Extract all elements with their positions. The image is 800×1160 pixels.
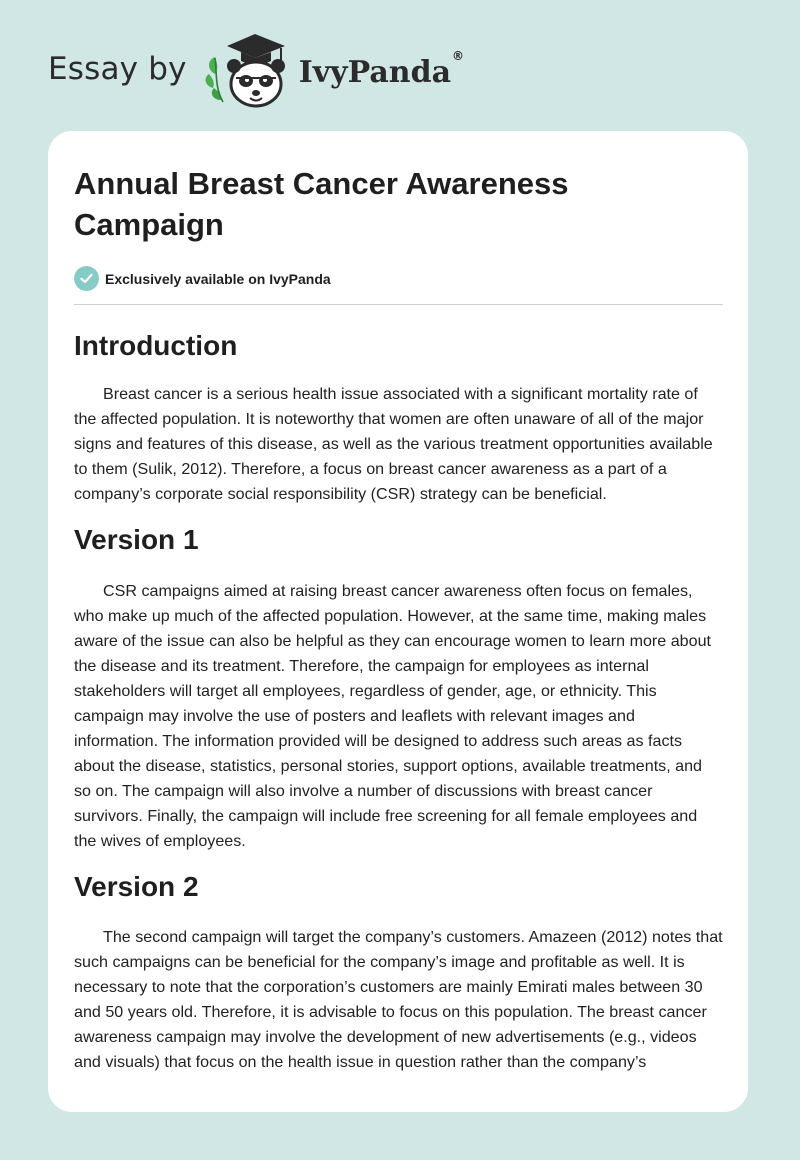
section-version-2: [74, 870, 723, 1075]
section-heading: Version 1: [74, 524, 199, 555]
essay-card: [48, 131, 748, 1112]
check-circle-icon: [74, 266, 99, 291]
section-paragraph: Breast cancer is a serious health issue associated with a significant mortality rate of the affected population. It is noteworthy that women are often unaware of all of the major signs and features of this disease, as well as the various treatment opportunities available to them (Sulik, 2012). Therefore, a focus on breast cancer awareness as a part of a company’s corporate social responsibility (CSR) strategy can be beneficial.: [74, 385, 713, 503]
brand-name[interactable]: [298, 48, 465, 90]
site-header: [48, 30, 464, 110]
essay-title: Annual Breast Cancer Awareness Campaign: [74, 166, 569, 242]
divider: [74, 304, 723, 305]
section-introduction: [74, 329, 723, 507]
section-paragraph: The second campaign will target the company’s customers. Amazeen (2012) notes that such campaigns can be beneficial for the company’s image and profitable as well. It is necessary to note that the corporation’s customers are mainly Emirati males between 30 and 50 years old. Therefore, it is advisable to focus on this population. The breast cancer awareness campaign may involve the development of new advertisements (e.g., videos and visuals) that focus on the health issue in question rather than the company’s: [74, 928, 723, 1071]
brand-text: IvyPanda: [298, 54, 452, 90]
section-heading: Introduction: [74, 330, 238, 361]
exclusive-label: Exclusively available on IvyPanda: [105, 270, 331, 287]
registered-mark: ®: [452, 48, 465, 63]
essay-content: [74, 163, 723, 1075]
exclusive-badge: [74, 266, 723, 291]
section-version-1: [74, 523, 723, 854]
essay-by-label: Essay by: [48, 51, 187, 87]
section-paragraph: CSR campaigns aimed at raising breast cancer awareness often focus on females, who make up much of the affected population. However, at the same time, making males aware of the issue can also be helpful as they can encourage women to learn more about the disease and its treatment. Therefore, the campaign for employees as internal stakeholders will target all employees, regardless of gender, age, or ethnicity. This campaign may involve the use of posters and leaflets with relevant images and information. The information provided will be designed to address such areas as facts about the disease, statistics, personal stories, support options, available treatments, and so on. The campaign will also involve a number of discussions with breast cancer survivors. Finally, the campaign will include free screening for all female employees and the wives of employees.: [74, 582, 711, 850]
ivy-leaf-icon: [205, 57, 222, 102]
section-heading: Version 2: [74, 871, 199, 902]
panda-graduation-cap-icon[interactable]: [203, 30, 295, 110]
